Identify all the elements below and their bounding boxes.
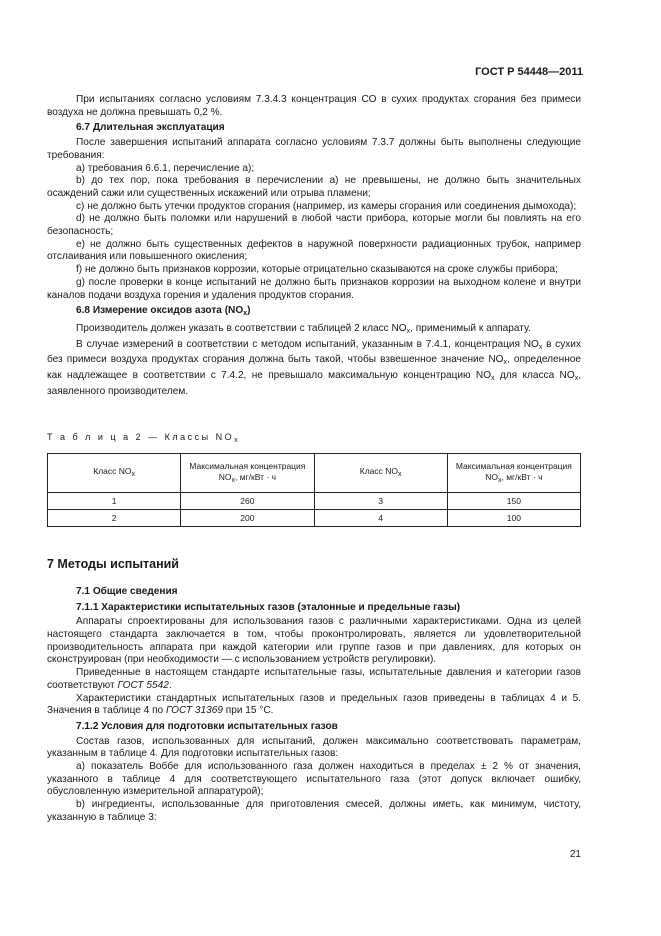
list-item-c: c) не должно быть утечки продуктов сгорания (например, из камеры сгорания или соединения дымохода); <box>76 200 577 212</box>
section-7-1-heading: 7.1 Общие сведения <box>76 585 178 597</box>
paragraph-co-limit: При испытаниях согласно условиям 7.3.4.3 концентрация СО в сухих продуктах сгорания без примеси воздуха не должна превышать 0,2 %. <box>47 94 581 118</box>
column-header-class: Класс $NO_x$ <box>314 454 447 493</box>
table-row <box>48 493 581 510</box>
table-cell: 150 <box>447 493 580 510</box>
table-cell: 1 <box>48 493 181 510</box>
list-item-f: f) не должно быть признаков коррозии, которые отрицательно сказываются на сроке службы прибора; <box>76 264 558 276</box>
paragraph-gas-composition: Состав газов, использованных для испытаний, должен максимально соответствовать параметрам, указанным в таблице 4. Для подготовки испытательных газов: <box>47 735 581 760</box>
paragraph-gas-characteristics: Характеристики стандартных испытательных газов и предельных газов приведены в таблицах 4 и 5. Значения в таблице 4 по ГОСТ 31369 при 15 °С. <box>47 692 581 717</box>
column-header-class: Класс $NO_x$ <box>48 454 181 493</box>
section-6-7-heading: 6.7 Длительная эксплуатация <box>76 122 225 134</box>
table-cell: 260 <box>181 493 314 510</box>
column-header-max-concentration: Максимальная концентрация $NO_x$, мг/кВт · ч <box>447 454 580 493</box>
section-6-8-heading: 6.8 Измерение оксидов азота $(NO_x)$ <box>76 305 251 318</box>
list-item-wobbe: a) показатель Воббе для использованного газа должен находиться в пределах ± 2 % от значения, указанного в таблице 4 для соответствующего испытательного газа (этот допуск включает ошибку, обусловленную измерительной аппаратурой); <box>47 761 581 798</box>
list-item-g: g) после проверки в конце испытаний не должно быть признаков коррозии на выходном колене и внутри каналов подачи воздуха горения и удаления продуктов сгорания. <box>47 276 581 301</box>
standard-reference: ГОСТ 5542 <box>117 679 169 691</box>
table-cell: 3 <box>314 493 447 510</box>
table-cell: 2 <box>48 510 181 527</box>
standard-code-header: ГОСТ Р 54448—2011 <box>475 66 583 78</box>
paragraph-appliances: Аппараты спроектированы для использования газов с различными характеристиками. Одна из целей настоящего стандарта заключается в том, чтобы проконтролировать, является ли удовлетворительной производительность аппарата при каждой категории или группе газов и при давлениях, для которых он сконструирован (при необходимости — с использованием устройств регулировки). <box>47 616 581 666</box>
table-cell: 200 <box>181 510 314 527</box>
list-item-d: d) не должно быть поломки или нарушений в любой части прибора, которые могли бы повлиять на его безопасность; <box>47 213 581 238</box>
list-item-e: e) не должно быть существенных дефектов в наружной поверхности радиационных трубок, например отслаивания или повышенного окисления; <box>47 238 581 263</box>
table-header-row <box>48 454 581 493</box>
section-7-1-1-heading: 7.1.1 Характеристики испытательных газов (эталонные и предельные газы) <box>76 601 461 613</box>
paragraph-long-operation: После завершения испытаний аппарата согласно условиям 7.3.7 должны быть выполнены следующие требования: <box>47 137 581 161</box>
paragraph-nox-class: Производитель должен указать в соответствии с таблицей 2 класс $NO_x$, применимый к аппарату. <box>76 322 531 335</box>
table-cell: 4 <box>314 510 447 527</box>
column-header-max-concentration: Максимальная концентрация $NO_x$, мг/кВт · ч <box>181 454 314 493</box>
table-cell: 100 <box>447 510 580 527</box>
paragraph-test-gases: Приведенные в настоящем стандарте испытательные газы, испытательные давления и категории газов соответствуют ГОСТ 5542. <box>47 667 581 691</box>
table-2-caption: Т а б л и ц а 2 — Классы $NO_x$ <box>47 432 241 445</box>
list-item-a: a) требования 6.6.1, перечисление a); <box>76 162 255 174</box>
list-item-ingredients: b) ингредиенты, использованные для приготовления смесей, должны иметь, как минимум, чистоту, указанную в таблице 3: <box>47 799 581 823</box>
standard-reference: ГОСТ 31369 <box>165 705 223 717</box>
page-content <box>47 94 581 825</box>
list-item-b: b) до тех пор, пока требования в перечислении a) не превышены, не должно быть значительных осаждений сажи или существенных искажений или отрыва пламени; <box>47 175 581 199</box>
page-number: 21 <box>569 849 581 860</box>
section-7-1-2-heading: 7.1.2 Условия для подготовки испытательных газов <box>76 720 338 732</box>
nox-classes-table <box>47 453 581 527</box>
table-row <box>48 510 581 527</box>
section-7-heading: 7 Методы испытаний <box>47 557 179 572</box>
paragraph-nox-measure: В случае измерений в соответствии с методом испытаний, указанным в 7.4.1, концентрация $NO_x$ в сухих без примеси воздуха продуктах сгорания должна быть такой, чтобы взвешенное значение $NO_x$, определенное как надлежащее в соответствии с 7.4.2, не превышало максимальную концентрацию $NO_x$ для класса $NO_x$, заявленного производителем. <box>47 338 581 397</box>
